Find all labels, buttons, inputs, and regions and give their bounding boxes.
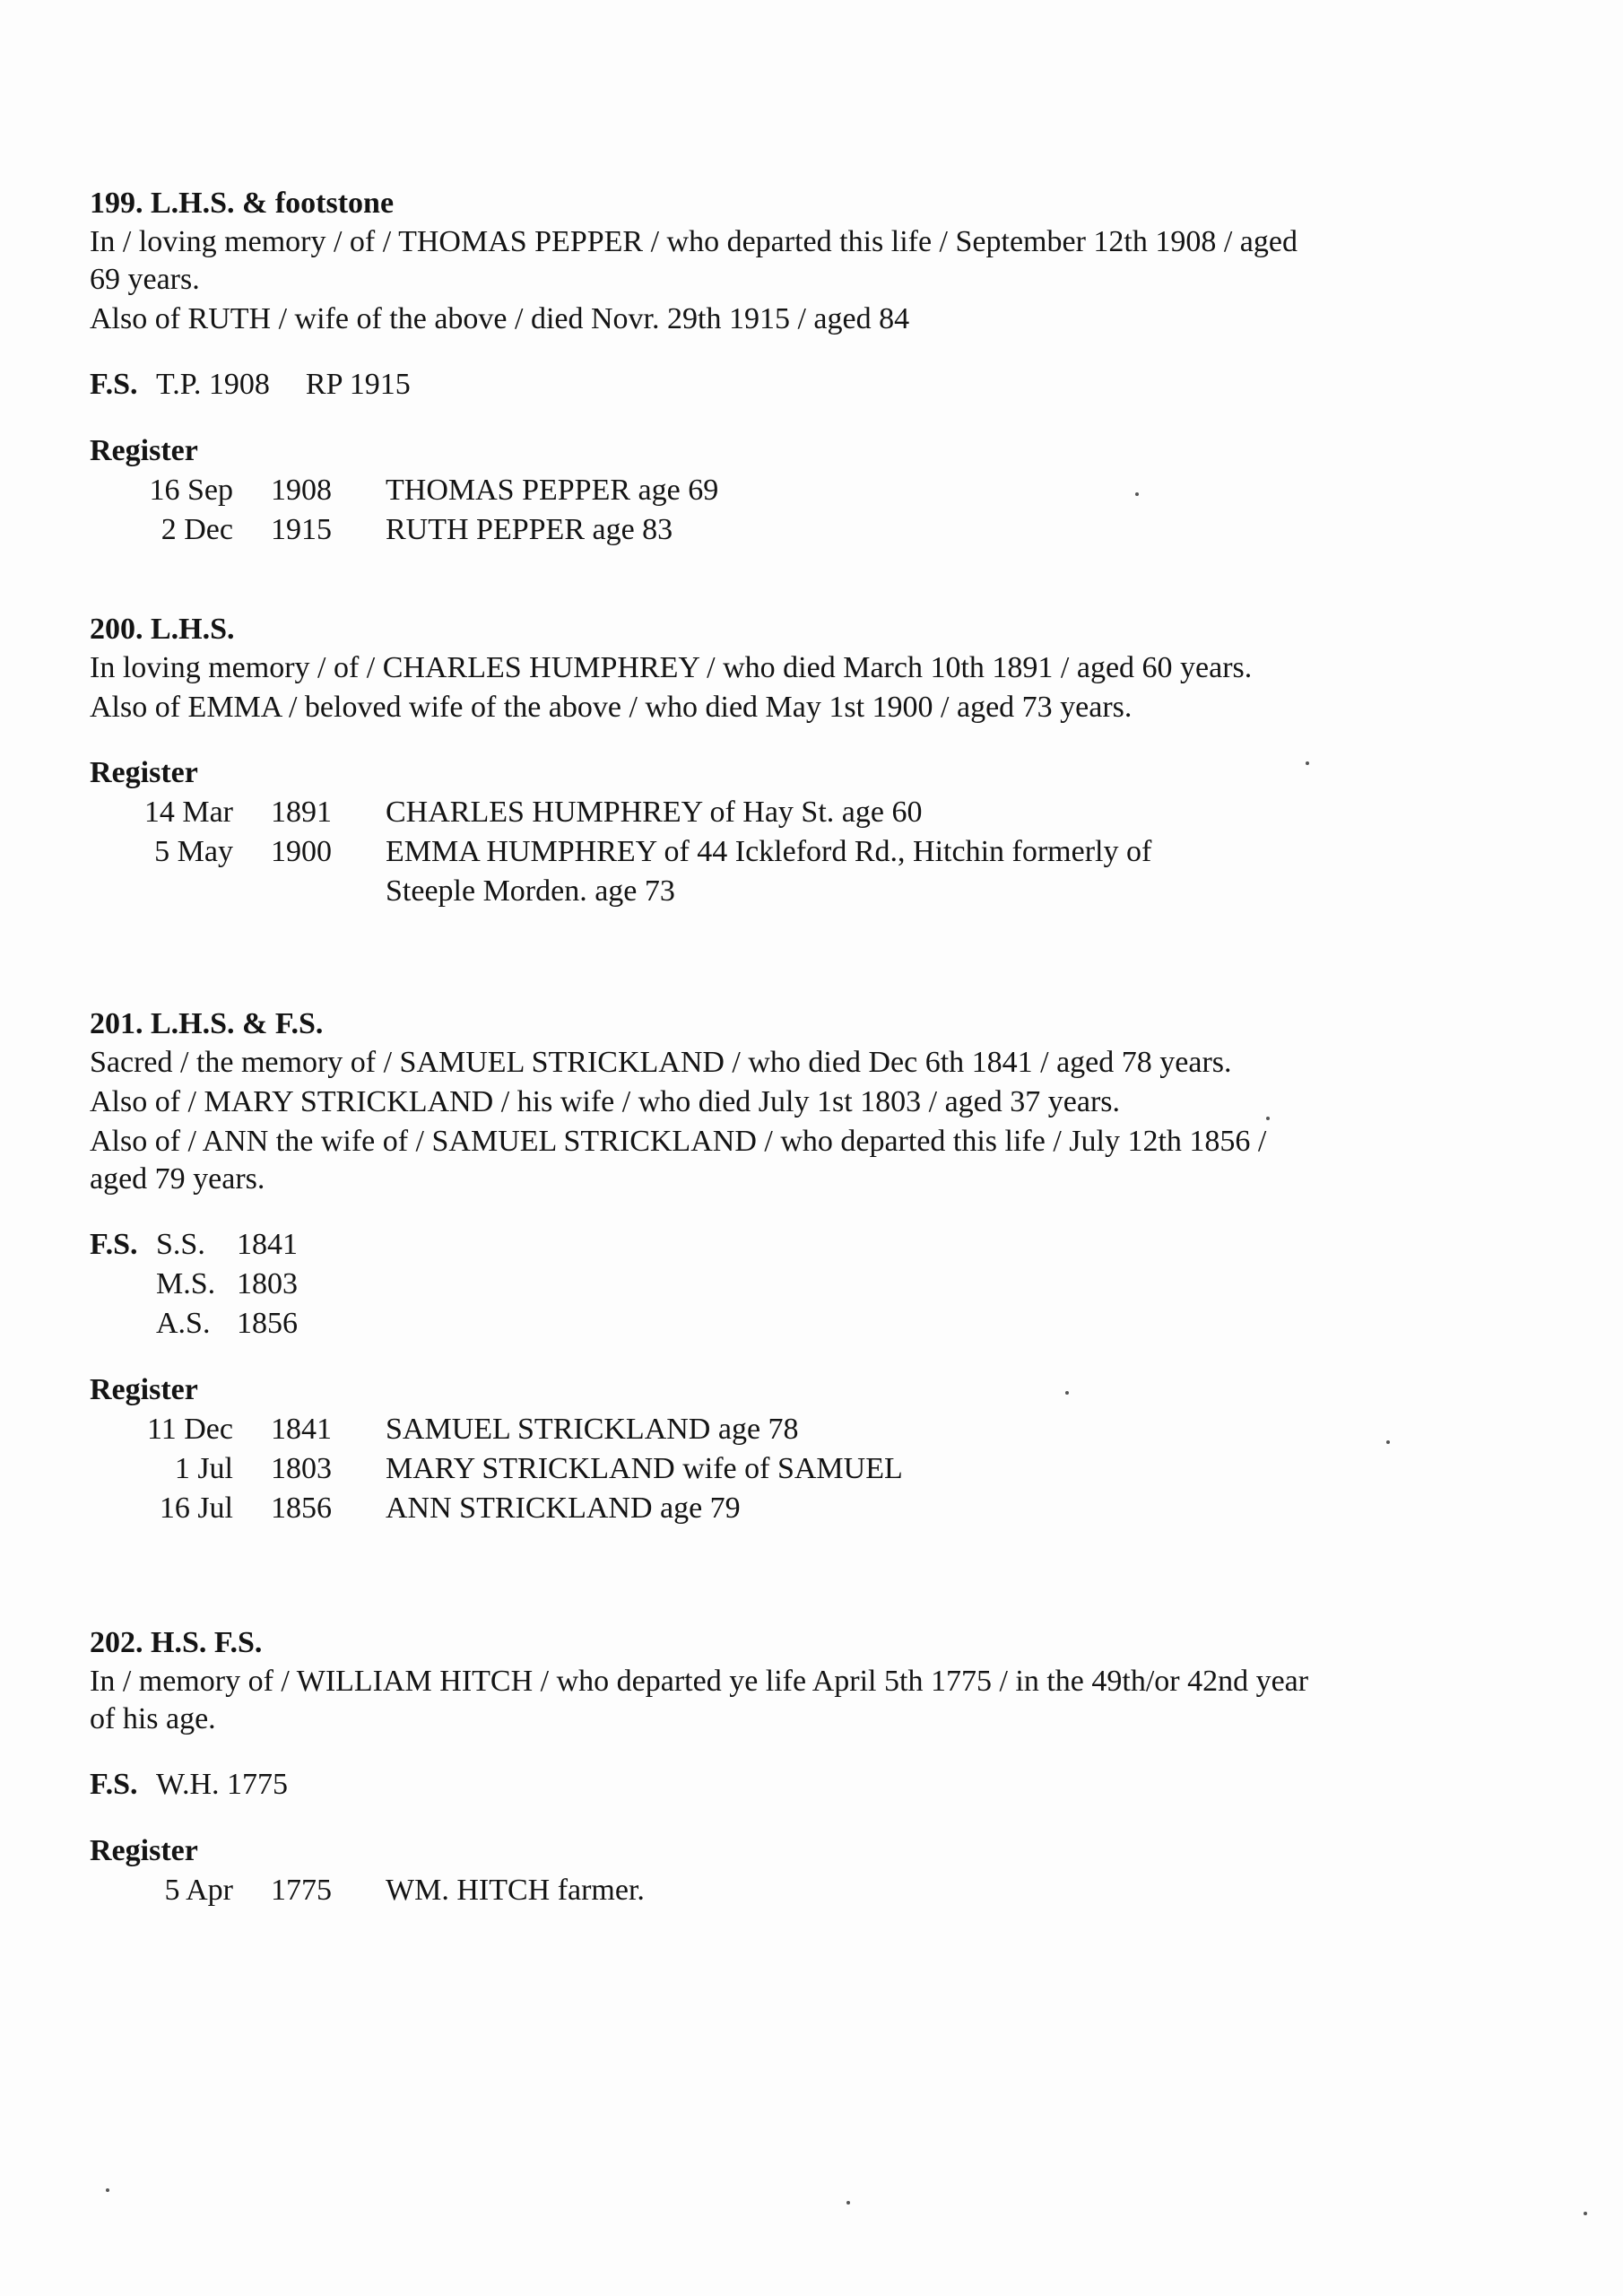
scan-speck (846, 2201, 850, 2205)
register-year: 1915 (271, 513, 332, 546)
entry-201 (90, 1004, 1327, 1528)
inscription-line: Also of EMMA / beloved wife of the above / who died May 1st 1900 / aged 73 years. (90, 691, 1133, 724)
entry-heading: 199. L.H.S. & footstone (90, 187, 395, 220)
footstone-item: RP 1915 (305, 368, 411, 401)
entry-199 (90, 184, 1327, 550)
inscription-line: Also of / MARY STRICKLAND / his wife / who died July 1st 1803 / aged 37 years. (90, 1085, 1121, 1118)
entry-heading: 201. L.H.S. & F.S. (90, 1007, 324, 1040)
scan-speck (1266, 1117, 1270, 1120)
register-date: 11 Dec (147, 1413, 233, 1446)
register-text: WM. HITCH farmer. (386, 1874, 645, 1907)
register-heading: Register (90, 1373, 198, 1406)
inscription-line: Sacred / the memory of / SAMUEL STRICKLAND / who died Dec 6th 1841 / aged 78 years. (90, 1046, 1232, 1079)
scan-speck (1065, 1391, 1069, 1395)
footstone-year: 1856 (237, 1307, 298, 1340)
register-heading: Register (90, 1834, 198, 1867)
register-row (90, 793, 1327, 832)
register-text: MARY STRICKLAND wife of SAMUEL (386, 1452, 903, 1485)
footstone-label: F.S. (90, 368, 138, 401)
footstone-year: 1803 (237, 1267, 298, 1300)
register-text: EMMA HUMPHREY of 44 Ickleford Rd., Hitchin formerly of Steeple Morden. age 73 (386, 835, 1152, 908)
footstone-item (156, 1304, 298, 1344)
inscription-line: In / memory of / WILLIAM HITCH / who departed ye life April 5th 1775 / in the 49th/or 42nd year of his age. (90, 1665, 1309, 1735)
register-date: 5 Apr (164, 1874, 233, 1907)
register-year: 1908 (271, 474, 332, 507)
footstone-record (90, 365, 1327, 404)
register-text: SAMUEL STRICKLAND age 78 (386, 1413, 799, 1446)
footstone-initials: A.S. (156, 1307, 211, 1340)
entry-heading: 200. L.H.S. (90, 613, 235, 646)
footstone-item (156, 1225, 298, 1265)
inscription-line: In loving memory / of / CHARLES HUMPHREY / who died March 10th 1891 / aged 60 years. (90, 651, 1253, 684)
register-year: 1803 (271, 1452, 332, 1485)
scan-speck (1306, 761, 1309, 765)
footstone-year: 1841 (237, 1228, 298, 1261)
register-row (90, 832, 1327, 911)
inscription (90, 1663, 1327, 1738)
register-row (90, 1449, 1327, 1489)
register-year: 1841 (271, 1413, 332, 1446)
footstone-item (156, 1265, 298, 1304)
footstone-initials (156, 365, 447, 404)
footstone-label: F.S. (90, 1228, 138, 1261)
footstone-item: T.P. 1908 (156, 368, 270, 401)
register-row (90, 510, 1327, 550)
inscription (90, 223, 1327, 338)
footstone-item: W.H. 1775 (156, 1768, 289, 1801)
register-heading: Register (90, 434, 198, 467)
footstone-label: F.S. (90, 1768, 138, 1801)
inscription-line: Also of / ANN the wife of / SAMUEL STRICKLAND / who departed this life / July 12th 1856 / aged 79 years. (90, 1125, 1267, 1196)
inscription-line: In / loving memory / of / THOMAS PEPPER / who departed this life / September 12th 1908 / aged 69 years. (90, 225, 1298, 296)
register-heading: Register (90, 756, 198, 789)
footstone-initials: M.S. (156, 1267, 216, 1300)
register-date: 16 Jul (159, 1492, 233, 1525)
register-date: 14 Mar (143, 796, 233, 829)
footstone-initials: S.S. (156, 1228, 205, 1261)
footstone-initials (156, 1765, 324, 1805)
scan-speck (1135, 492, 1139, 496)
register-text: RUTH PEPPER age 83 (386, 513, 673, 546)
register-year: 1775 (271, 1874, 332, 1907)
entry-200 (90, 610, 1327, 911)
register-year: 1891 (271, 796, 332, 829)
footstone-record (90, 1225, 1327, 1344)
scan-speck (106, 2188, 109, 2192)
register-date: 2 Dec (161, 513, 233, 546)
scan-speck (1584, 2212, 1587, 2215)
register-year: 1900 (271, 835, 332, 868)
register-text: CHARLES HUMPHREY of Hay St. age 60 (386, 796, 923, 829)
scan-speck (1386, 1440, 1390, 1444)
footstone-list (156, 1225, 298, 1344)
entry-heading: 202. H.S. F.S. (90, 1626, 263, 1659)
register-date: 5 May (154, 835, 233, 868)
inscription (90, 649, 1327, 726)
footstone-record (90, 1765, 1327, 1805)
register-date: 1 Jul (174, 1452, 233, 1485)
inscription-line: Also of RUTH / wife of the above / died Novr. 29th 1915 / aged 84 (90, 302, 910, 335)
inscription (90, 1044, 1327, 1198)
entry-202 (90, 1623, 1327, 1910)
register-row (90, 1410, 1327, 1449)
register-row (90, 1489, 1327, 1528)
register-text: ANN STRICKLAND age 79 (386, 1492, 741, 1525)
register-year: 1856 (271, 1492, 332, 1525)
register-row (90, 1871, 1327, 1910)
register-row (90, 471, 1327, 510)
register-text: THOMAS PEPPER age 69 (386, 474, 719, 507)
register-date: 16 Sep (149, 474, 233, 507)
